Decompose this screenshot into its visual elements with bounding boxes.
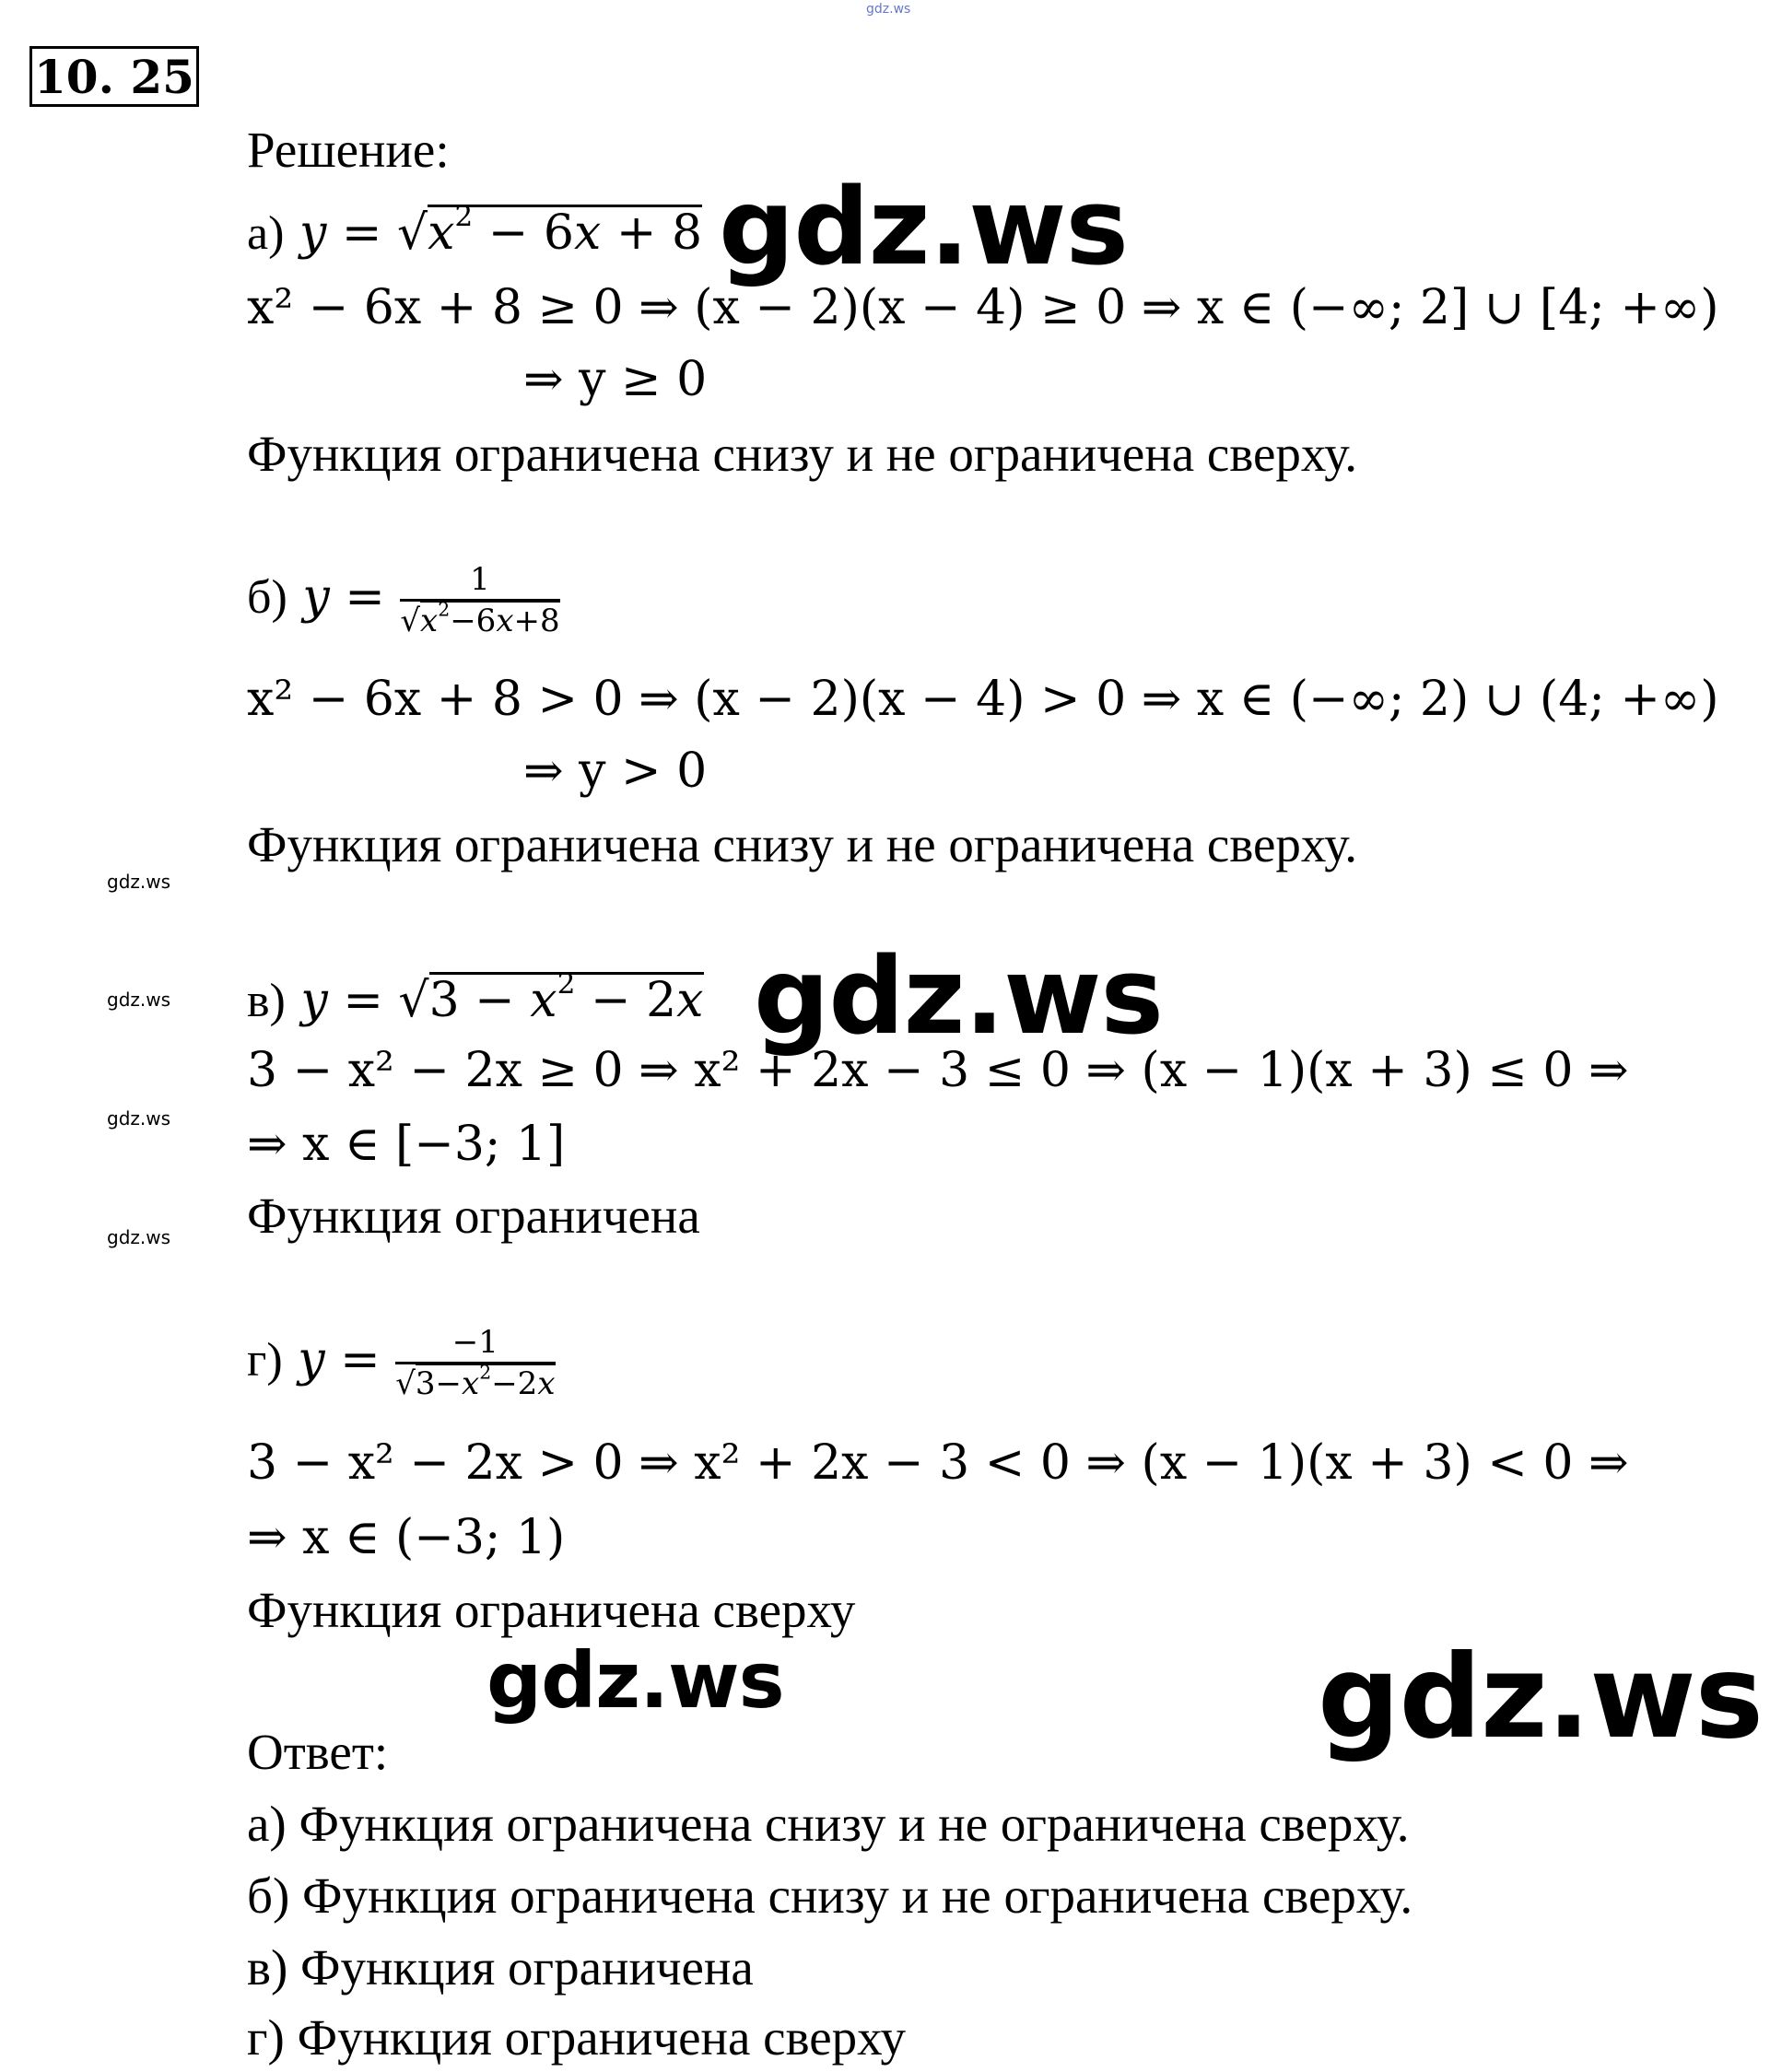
part-b-conclusion: Функция ограничена снизу и не ограничена сверху. <box>247 816 1358 872</box>
solution-label: Решение: <box>247 122 450 178</box>
side-watermark-2: gdz.ws <box>107 989 171 1011</box>
part-g-conclusion: Функция ограничена сверху <box>247 1582 856 1638</box>
part-b-prefix: б) <box>247 571 287 624</box>
answer-v: в) Функция ограничена <box>247 1939 754 1996</box>
part-b-result: ⇒ y > 0 <box>523 743 708 799</box>
part-v-function: в) $y = √3 - x^2 - 2x$ <box>247 967 704 1028</box>
part-a-result: ⇒ y ≥ 0 <box>523 352 708 407</box>
part-v-prefix: в) <box>247 975 286 1027</box>
part-b-fraction: $\frac{1}{√x^2-6x+8}$ <box>400 561 560 639</box>
watermark-large-2: gdz.ws <box>754 935 1163 1059</box>
side-watermark-1: gdz.ws <box>107 871 171 893</box>
answer-b: б) Функция ограничена снизу и не ограничена сверху. <box>247 1867 1413 1924</box>
part-g-fraction: $\frac{-1}{√3-x^2-2x}$ <box>395 1324 556 1402</box>
part-b-inequality: x² − 6x + 8 > 0 ⇒ (x − 2)(x − 4) > 0 ⇒ x ∈ (−∞; 2) ∪ (4; +∞) <box>247 672 1719 727</box>
part-b-function: б) y = $\frac{1}{√x^2-6x+8}$ <box>247 561 560 639</box>
part-a-function: а) $y = √x^2 - 6x + 8$ <box>247 200 703 261</box>
part-a-conclusion: Функция ограничена снизу и не ограничена сверху. <box>247 426 1358 482</box>
part-v-inequality: 3 − x² − 2x ≥ 0 ⇒ x² + 2x − 3 ≤ 0 ⇒ (x − 1)(x + 3) ≤ 0 ⇒ <box>247 1043 1629 1098</box>
problem-number: 10. 25 <box>29 46 199 107</box>
answer-a: а) Функция ограничена снизу и не ограничена сверху. <box>247 1796 1410 1852</box>
part-g-prefix: г) <box>247 1334 283 1387</box>
watermark-medium: gdz.ws <box>486 1635 784 1726</box>
watermark-large-1: gdz.ws <box>719 166 1128 289</box>
part-a-inequality: x² − 6x + 8 ≥ 0 ⇒ (x − 2)(x − 4) ≥ 0 ⇒ x ∈ (−∞; 2] ∪ [4; +∞) <box>247 280 1719 335</box>
part-g-inequality: 3 − x² − 2x > 0 ⇒ x² + 2x − 3 < 0 ⇒ (x − 1)(x + 3) < 0 ⇒ <box>247 1435 1629 1491</box>
part-g-function: г) y = $\frac{-1}{√3-x^2-2x}$ <box>247 1324 556 1402</box>
side-watermark-3: gdz.ws <box>107 1107 171 1130</box>
part-v-result: ⇒ x ∈ [−3; 1] <box>247 1117 566 1172</box>
side-watermark-4: gdz.ws <box>107 1226 171 1248</box>
answer-g: г) Функция ограничена сверху <box>247 2009 907 2066</box>
part-g-result: ⇒ x ∈ (−3; 1) <box>247 1510 566 1565</box>
answer-label: Ответ: <box>247 1724 389 1780</box>
part-v-conclusion: Функция ограничена <box>247 1188 700 1244</box>
part-a-prefix: а) <box>247 207 285 260</box>
watermark-large-3: gdz.ws <box>1318 1631 1764 1764</box>
top-watermark: gdz.ws <box>866 2 911 17</box>
